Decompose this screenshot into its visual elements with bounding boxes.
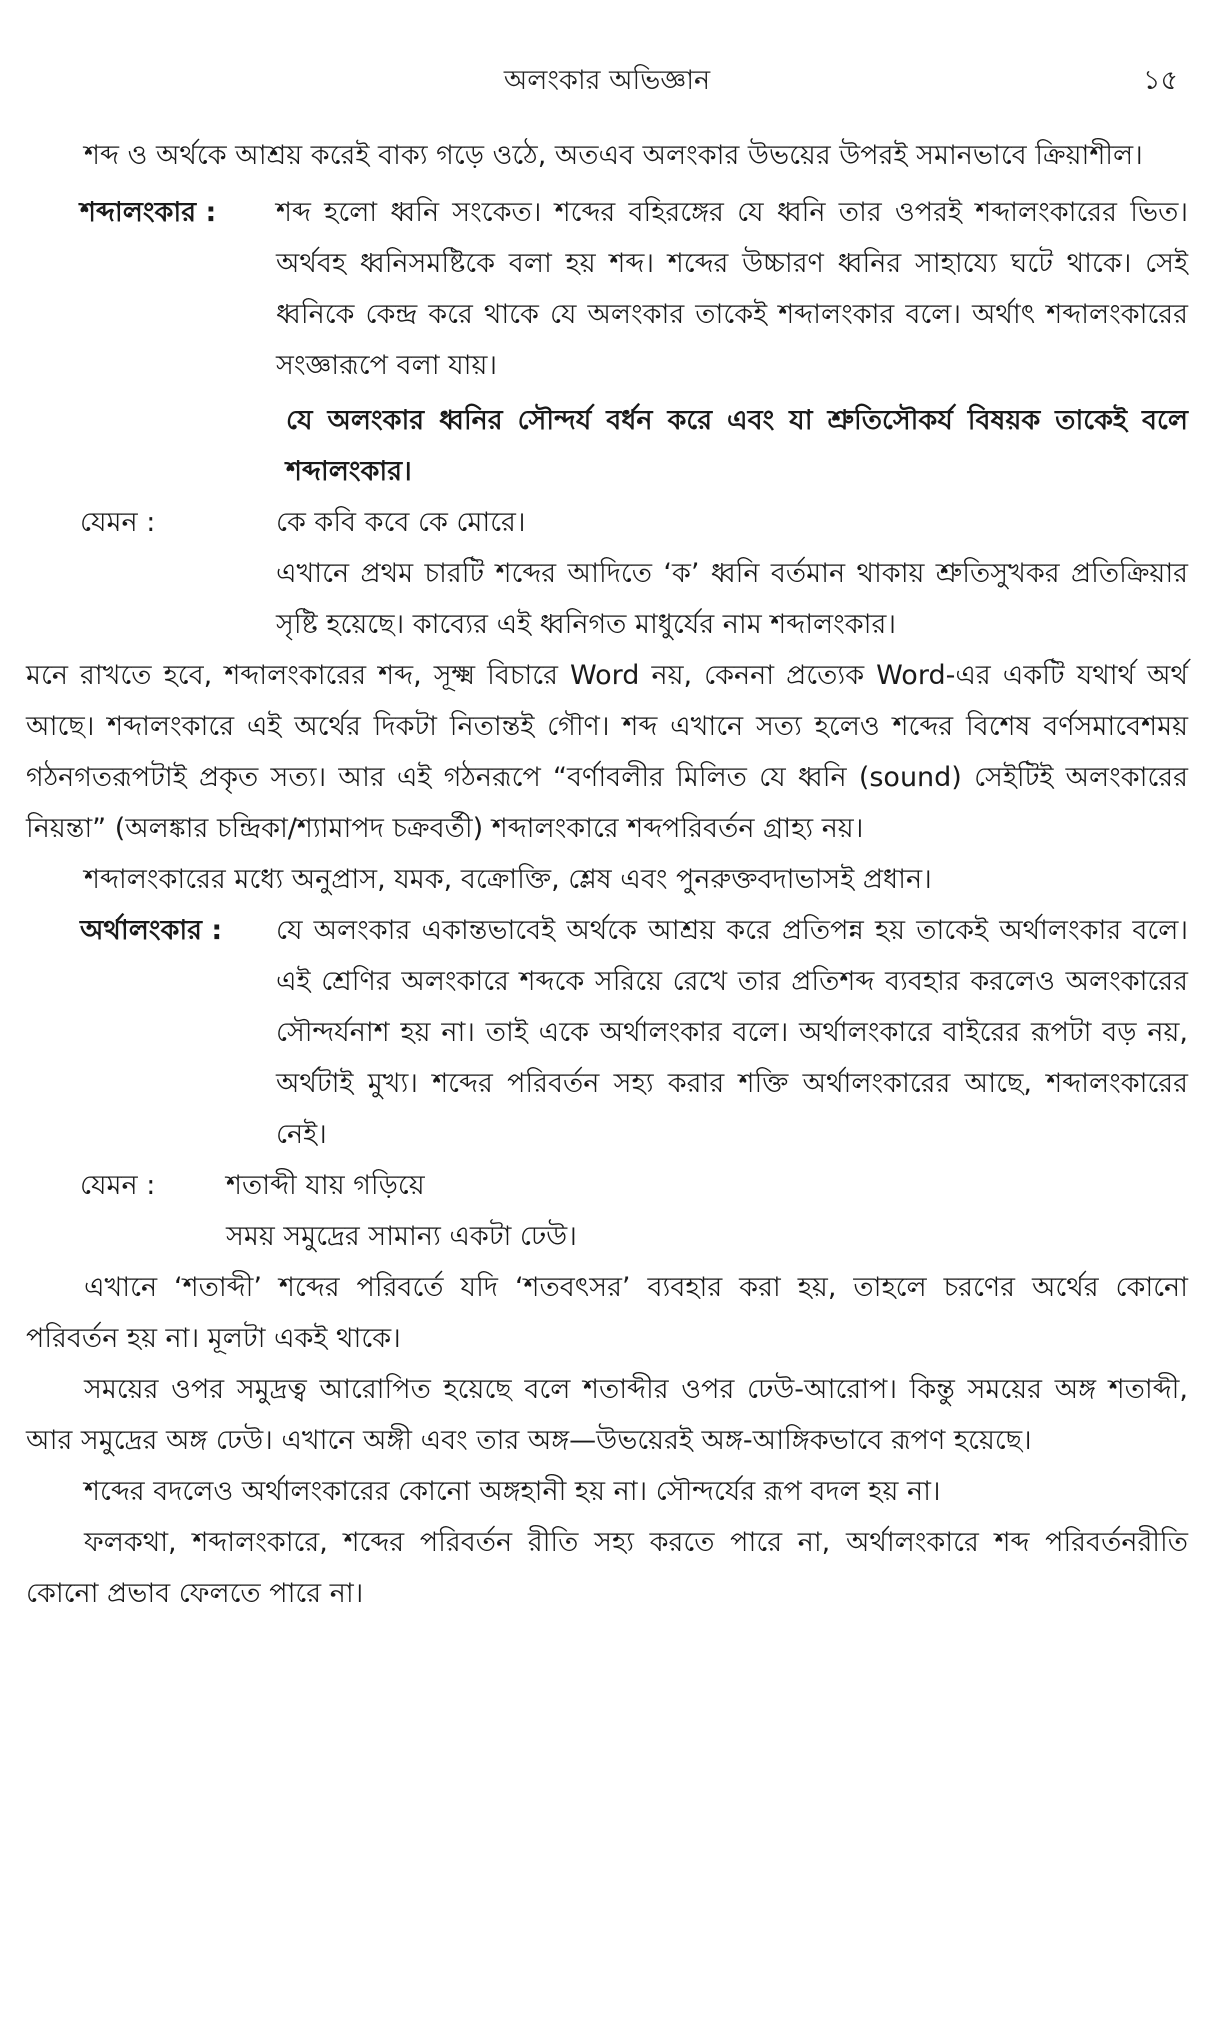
shabdalankar-description: শব্দ হলো ধ্বনি সংকেত। শব্দের বহিরঙ্গের যে ধ্বনি তার ওপরই শব্দালংকারের ভিত। অর্থবহ ধ্বনিসমষ্টিকে বলা হয় শব্দ। শব্দের উচ্চারণ ধ্বনির সাহায্যে ঘটে থাকে। সেই ধ্বনিকে কেন্দ্র করে থাকে যে অলংকার তাকেই শব্দালংকার বলে। অর্থাৎ শব্দালংকারের সংজ্ঞারূপে বলা যায়। xyxy=(276,197,1188,381)
shabdalankar-definition: যে অলংকার ধ্বনির সৌন্দর্য বর্ধন করে এবং যা শ্রুতিসৌকর্য বিষয়ক তাকেই বলে শব্দালংকার। xyxy=(286,405,1188,487)
arthalankar-example xyxy=(26,1160,1188,1262)
page-number: ১৫ xyxy=(1142,65,1178,96)
example-verse: কে কবি কবে কে মোরে। xyxy=(276,507,526,538)
term-label-shabdalankar: শব্দালংকার : xyxy=(80,197,217,228)
example-label: যেমন : xyxy=(80,507,156,538)
arthalankar-description: যে অলংকার একান্তভাবেই অর্থকে আশ্রয় করে প্রতিপন্ন হয় তাকেই অর্থালংকার বলে। এই শ্রেণির অলংকারে শব্দকে সরিয়ে রেখে তার প্রতিশব্দ ব্যবহার করলেও অলংকারের সৌন্দর্যনাশ হয় না। তাই একে অর্থালংকার বলে। অর্থালংকারে বাইরের রূপটা বড় নয়, অর্থটাই মুখ্য। শব্দের পরিবর্তন সহ্য করার শক্তি অর্থালংকারের আছে, শব্দালংকারের নেই। xyxy=(276,915,1188,1150)
verse-line: সময় সমুদ্রের সামান্য একটা ঢেউ। xyxy=(226,1221,577,1252)
verse-line: শতাব্দী যায় গড়িয়ে xyxy=(226,1170,425,1201)
shabdalankar-section xyxy=(26,187,1188,497)
note-paragraph: মনে রাখতে হবে, শব্দালংকারের শব্দ, সূক্ষ্ম বিচারে Word নয়, কেননা প্রত্যেক Word-এর একটি যথার্থ অর্থ আছে। শব্দালংকারে এই অর্থের দিকটা নিতান্তই গৌণ। শব্দ এখানে সত্য হলেও শব্দের বিশেষ বর্ণসমাবেশময় গঠনগতরূপটাই প্রকৃত সত্য। আর এই গঠনরূপে “বর্ণাবলীর মিলিত যে ধ্বনি (sound) সেইটিই অলংকারের নিয়ন্তা” (অলঙ্কার চন্দ্রিকা/শ্যামাপদ চক্রবর্তী) শব্দালংকারে শব্দপরিবর্তন গ্রাহ্য নয়। xyxy=(26,660,1188,844)
example-verse-lines xyxy=(226,1160,1188,1262)
term-label-arthalankar: অর্থালংকার : xyxy=(80,915,223,946)
body-paragraph: সময়ের ওপর সমুদ্রত্ব আরোপিত হয়েছে বলে শতাব্দীর ওপর ঢেউ-আরোপ। কিন্তু সময়ের অঙ্গ শতাব্দী, আর সমুদ্রের অঙ্গ ঢেউ। এখানে অঙ্গী এবং তার অঙ্গ—উভয়েরই অঙ্গ-আঙ্গিকভাবে রূপণ হয়েছে। xyxy=(26,1374,1188,1456)
shabdalankar-example xyxy=(26,497,1188,650)
example-explanation: এখানে প্রথম চারটি শব্দের আদিতে ‘ক’ ধ্বনি বর্তমান থাকায় শ্রুতিসুখকর প্রতিক্রিয়ার সৃষ্টি হয়েছে। কাব্যের এই ধ্বনিগত মাধুর্যের নাম শব্দালংকার। xyxy=(276,558,1188,640)
types-paragraph: শব্দালংকারের মধ্যে অনুপ্রাস, যমক, বক্রোক্তি, শ্লেষ এবং পুনরুক্তবদাভাসই প্রধান। xyxy=(84,864,932,895)
example-content xyxy=(276,497,1188,650)
running-header-title: অলংকার অভিজ্ঞান xyxy=(503,65,711,96)
arthalankar-section xyxy=(26,905,1188,1160)
body-paragraph: ফলকথা, শব্দালংকারে, শব্দের পরিবর্তন রীতি সহ্য করতে পারে না, অর্থালংকারে শব্দ পরিবর্তনরীতি কোনো প্রভাব ফেলতে পারে না। xyxy=(26,1527,1188,1609)
example-label: যেমন : xyxy=(80,1170,156,1201)
body-paragraph: এখানে ‘শতাব্দী’ শব্দের পরিবর্তে যদি ‘শতবৎসর’ ব্যবহার করা হয়, তাহলে চরণের অর্থের কোনো পরিবর্তন হয় না। মূলটা একই থাকে। xyxy=(26,1272,1188,1354)
shabdalankar-text xyxy=(276,187,1188,497)
intro-paragraph: শব্দ ও অর্থকে আশ্রয় করেই বাক্য গড়ে ওঠে, অতএব অলংকার উভয়ের উপরই সমানভাবে ক্রিয়াশীল। xyxy=(84,140,1143,171)
body-paragraph: শব্দের বদলেও অর্থালংকারের কোনো অঙ্গহানী হয় না। সৌন্দর্যের রূপ বদল হয় না। xyxy=(84,1476,941,1507)
page-body xyxy=(26,130,1188,1619)
